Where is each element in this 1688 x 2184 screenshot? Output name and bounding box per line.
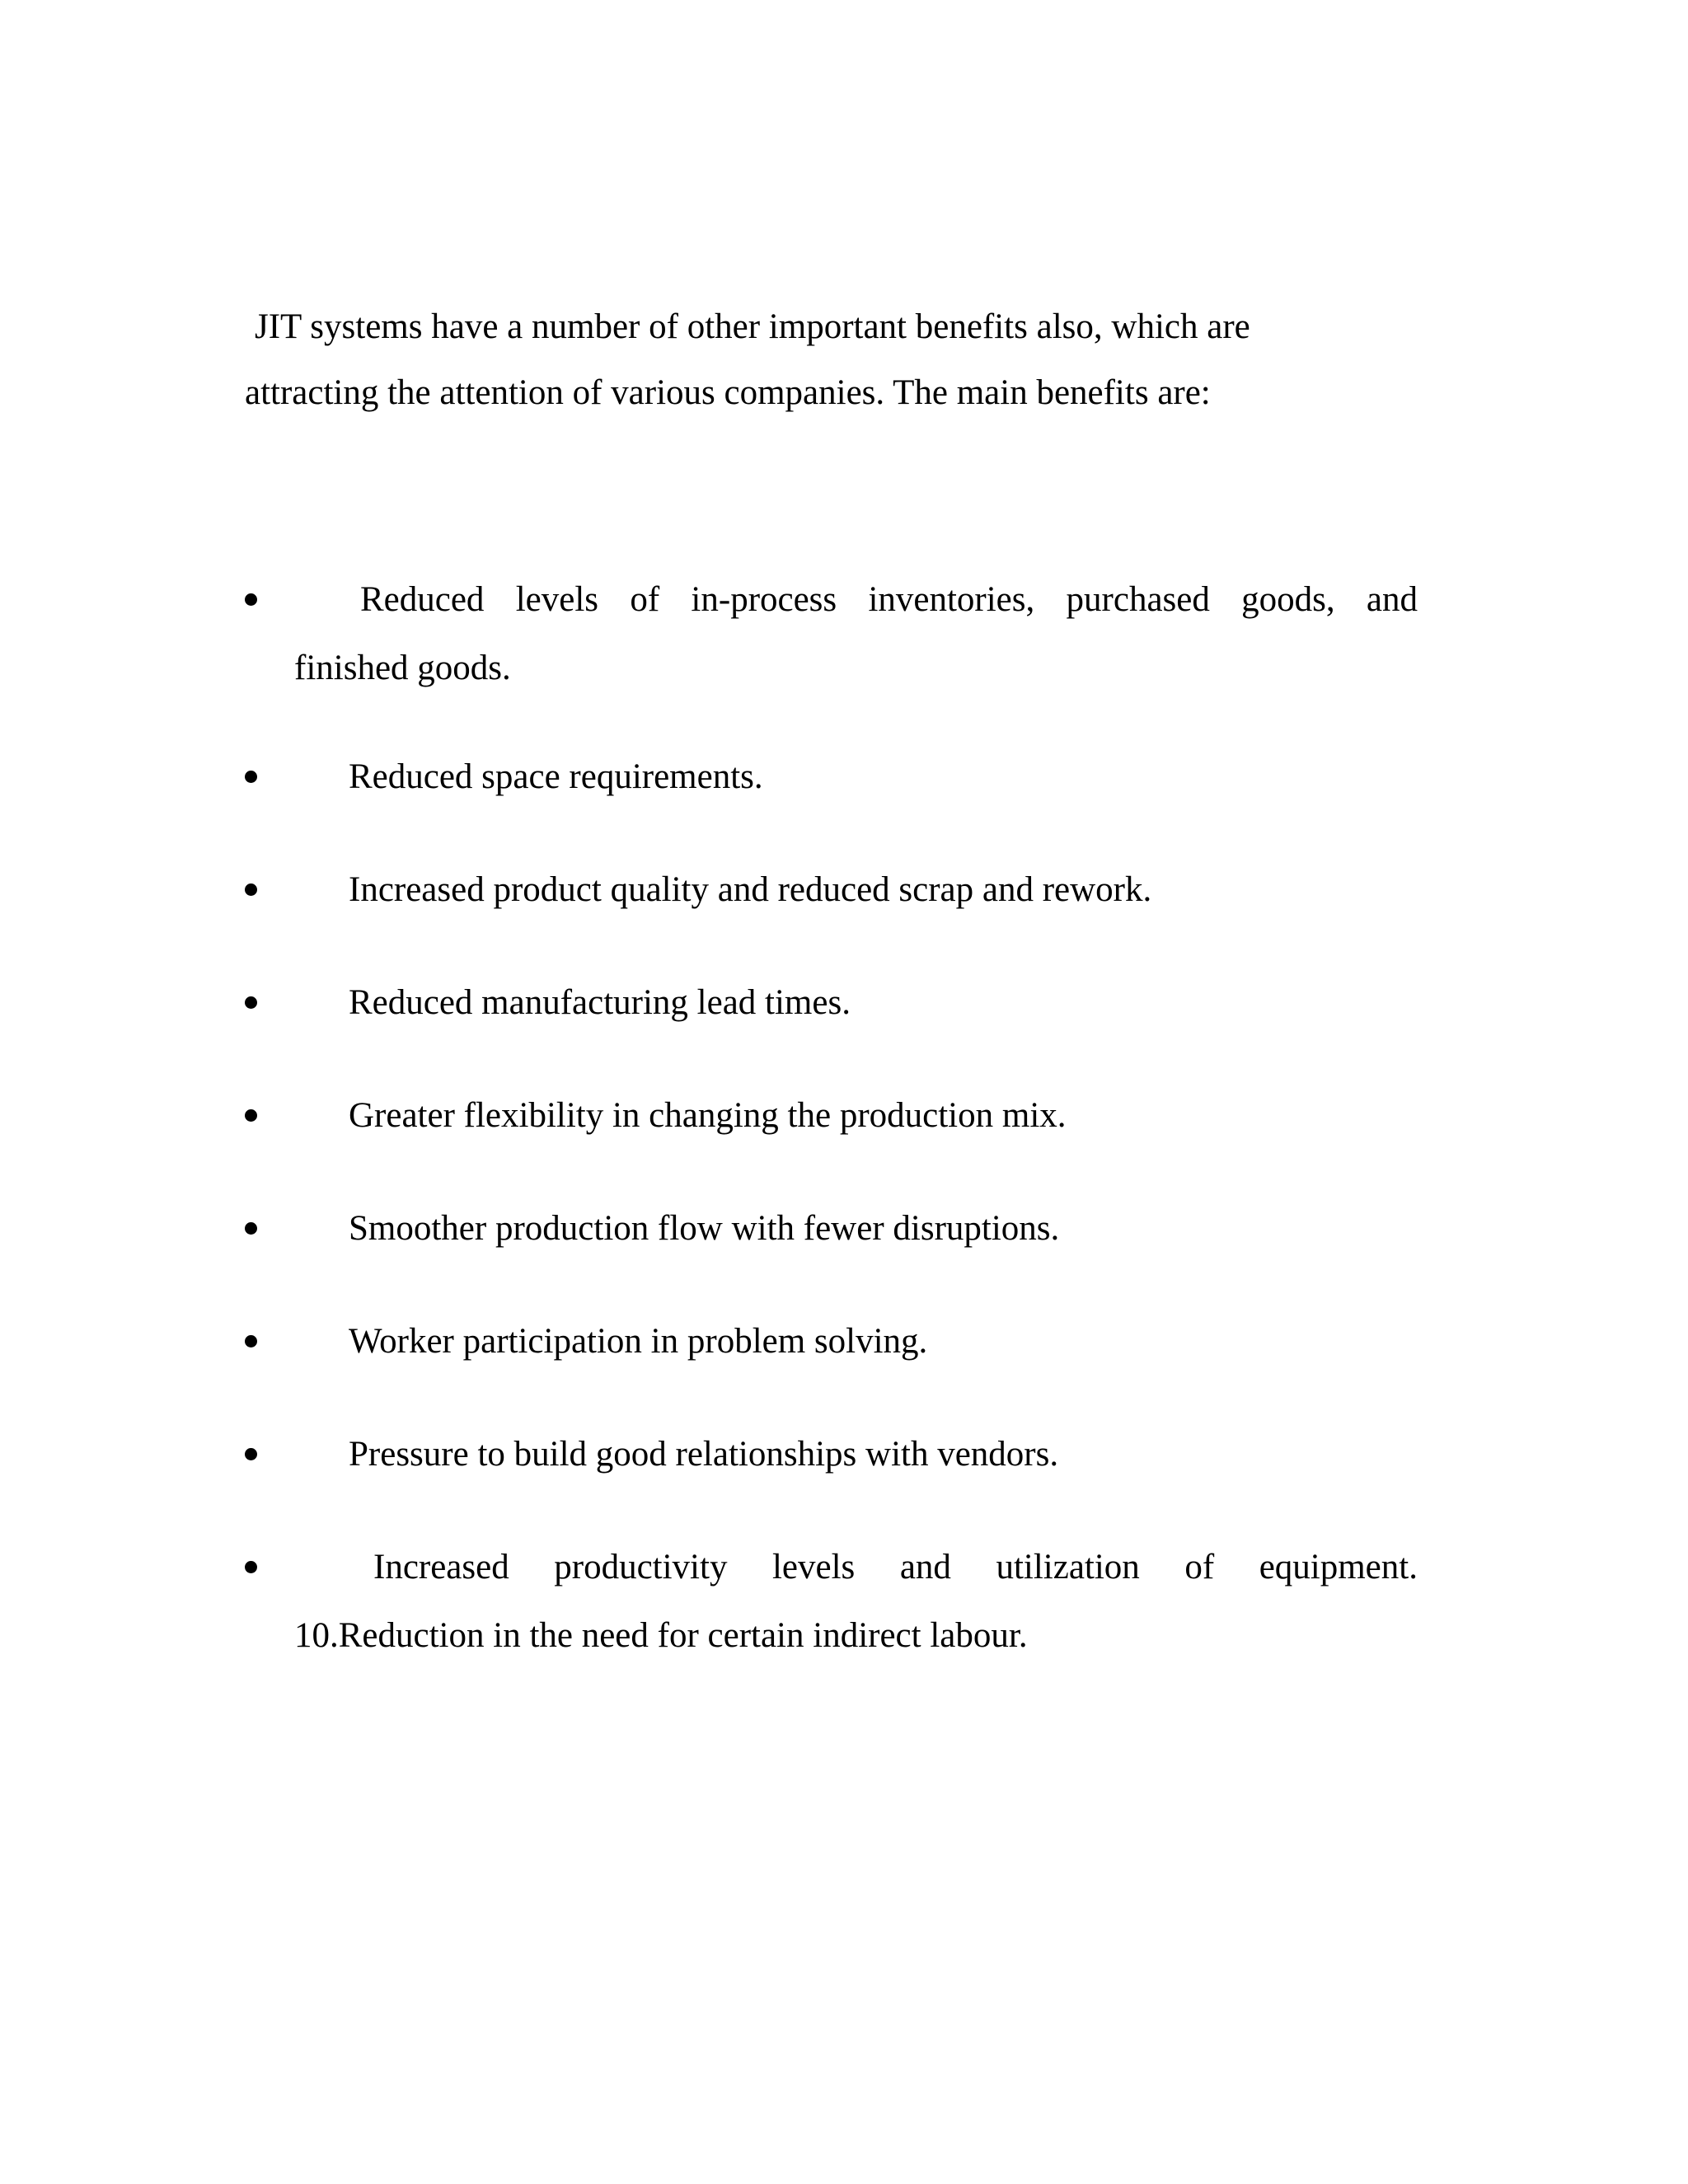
- bullet-icon: [245, 771, 257, 783]
- list-word: equipment.: [1259, 1548, 1418, 1586]
- list-item-text: Reduced space requirements.: [349, 757, 763, 796]
- bullet-icon: [245, 883, 257, 896]
- bullet-icon: [245, 1561, 257, 1573]
- intro-word: a: [507, 307, 523, 346]
- list-word: in-process: [691, 580, 837, 619]
- list-item-text: Worker participation in problem solving.: [349, 1322, 928, 1361]
- list-item: [245, 1204, 1418, 1254]
- intro-word: have: [431, 307, 499, 346]
- list-word: and: [899, 1548, 951, 1586]
- list-word: of: [1184, 1548, 1215, 1586]
- bullet-icon: [245, 1335, 257, 1347]
- intro-word: benefits: [915, 307, 1028, 346]
- list-word: levels: [515, 580, 599, 619]
- bullet-icon: [245, 996, 257, 1009]
- bullet-icon: [245, 1222, 257, 1235]
- list-item-text: Greater flexibility in changing the production mix.: [349, 1096, 1067, 1135]
- intro-word: systems: [310, 307, 423, 346]
- list-item-text: Smoother production flow with fewer disruptions.: [349, 1209, 1060, 1248]
- list-item-text: Reduced manufacturing lead times.: [349, 983, 851, 1022]
- bullet-icon: [245, 1109, 257, 1122]
- list-item-continuation: finished goods.: [294, 649, 511, 687]
- list-item-text: Increased product quality and reduced scrap and rework.: [349, 870, 1152, 909]
- intro-word: are: [1207, 307, 1250, 346]
- list-item: [245, 865, 1418, 915]
- intro-word: of: [649, 307, 678, 346]
- list-item-text: Pressure to build good relationships with vendors.: [349, 1435, 1059, 1474]
- intro-word: also,: [1036, 307, 1103, 346]
- bullet-icon: [245, 593, 257, 606]
- list-item: [245, 978, 1418, 1028]
- list-word: Increased: [373, 1548, 509, 1586]
- list-word: Reduced: [360, 580, 485, 619]
- intro-word: other: [687, 307, 761, 346]
- intro-line-2: attracting the attention of various companies. The main benefits are:: [245, 373, 1211, 412]
- list-word: levels: [771, 1548, 856, 1586]
- list-item: [245, 1543, 1418, 1655]
- bullet-icon: [245, 1448, 257, 1460]
- list-word: of: [630, 580, 660, 619]
- intro-paragraph: [245, 294, 1418, 426]
- intro-word: important: [768, 307, 907, 346]
- list-word: purchased: [1066, 580, 1210, 619]
- intro-word: JIT: [255, 307, 302, 346]
- list-item-continuation: 10.Reduction in the need for certain indirect labour.: [294, 1616, 1028, 1655]
- list-word: productivity: [554, 1548, 728, 1586]
- list-item-line: [373, 1543, 1418, 1592]
- intro-word: which: [1111, 307, 1198, 346]
- list-item: [245, 752, 1418, 802]
- list-word: and: [1366, 580, 1418, 619]
- list-item: [245, 1430, 1418, 1479]
- list-item: [245, 1317, 1418, 1366]
- list-word: inventories,: [868, 580, 1035, 619]
- list-word: utilization: [996, 1548, 1140, 1586]
- list-item: [245, 1091, 1418, 1141]
- list-word: goods,: [1241, 580, 1335, 619]
- list-item-line: [360, 575, 1418, 625]
- list-item: [245, 575, 1418, 687]
- intro-line-1: [245, 294, 1418, 360]
- intro-word: number: [532, 307, 640, 346]
